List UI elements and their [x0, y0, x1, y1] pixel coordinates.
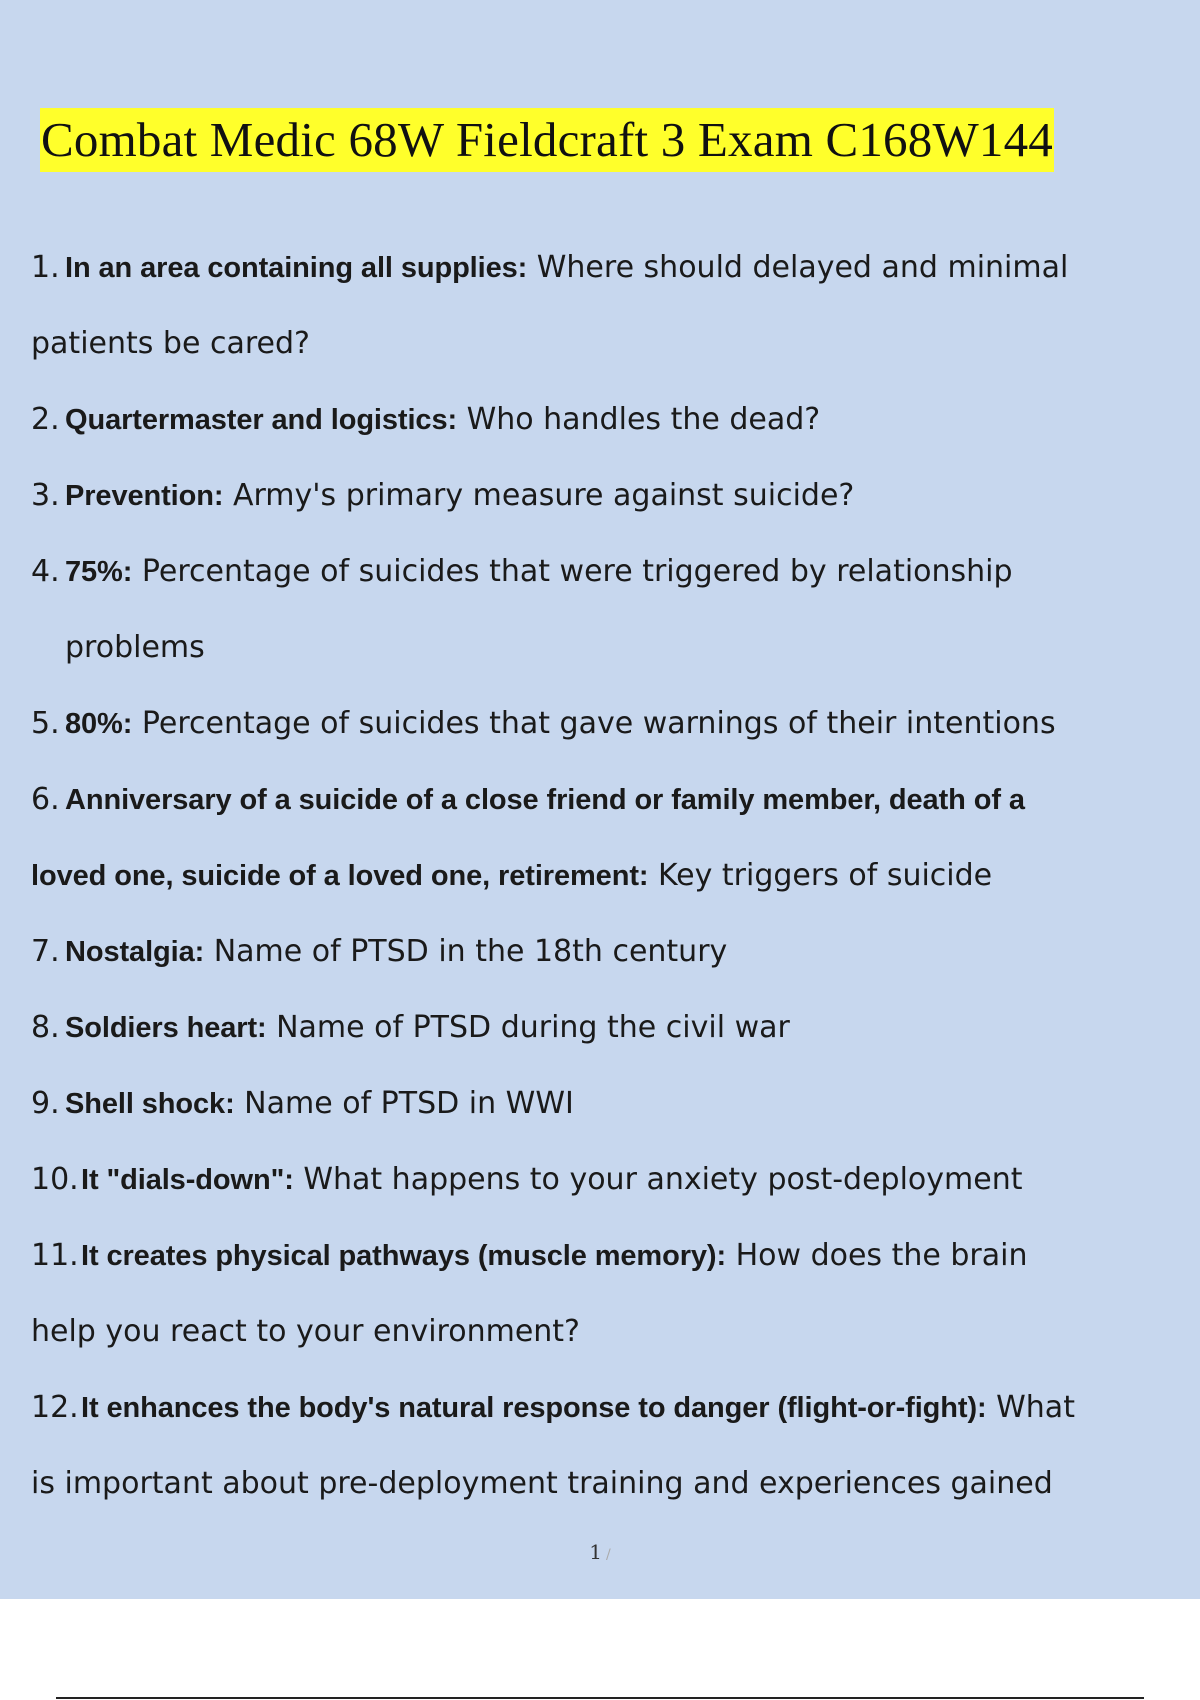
- item-question: Name of PTSD in WWI: [234, 1086, 574, 1121]
- list-item: [31, 1370, 1196, 1522]
- item-answer: Quartermaster and logistics:: [65, 404, 458, 436]
- list-item: [31, 1218, 1196, 1370]
- item-answer: It creates physical pathways (muscle memory):: [81, 1240, 727, 1272]
- list-item: [31, 534, 1196, 686]
- list-item: [31, 686, 1196, 762]
- item-question-continued: problems: [65, 630, 205, 665]
- item-question: How does the brain: [726, 1238, 1028, 1273]
- item-question-continued: patients be cared?: [31, 326, 310, 361]
- item-question-continued: help you react to your environment?: [31, 1314, 580, 1349]
- item-question: What: [986, 1390, 1075, 1425]
- item-answer: 75%:: [65, 556, 133, 588]
- item-answer: Prevention:: [65, 480, 224, 512]
- item-answer: Shell shock:: [65, 1088, 235, 1120]
- list-item: [31, 914, 1196, 990]
- item-question: Army's primary measure against suicide?: [223, 478, 855, 513]
- item-number: 4.: [31, 554, 60, 589]
- item-answer: Nostalgia:: [65, 936, 205, 968]
- item-question: Key triggers of suicide: [648, 858, 993, 893]
- list-item: [31, 1142, 1196, 1218]
- list-item: [31, 1066, 1196, 1142]
- list-item: [31, 762, 1196, 914]
- item-question: Name of PTSD in the 18th century: [204, 934, 728, 969]
- item-number: 8.: [31, 1010, 60, 1045]
- list-item: [31, 230, 1196, 382]
- item-number: 5.: [31, 706, 60, 741]
- item-answer: It "dials-down":: [81, 1164, 294, 1196]
- item-number: 2.: [31, 402, 60, 437]
- item-question-continued: is important about pre-deployment training and experiences gained: [31, 1466, 1053, 1501]
- page-number: [0, 1540, 1200, 1564]
- page-number-value: 1: [589, 1540, 602, 1564]
- page-number-separator: /: [606, 1547, 611, 1563]
- item-answer: Anniversary of a suicide of a close friend or family member, death of a: [65, 784, 1025, 816]
- item-number: 9.: [31, 1086, 60, 1121]
- item-number: 7.: [31, 934, 60, 969]
- item-number: 12.: [31, 1390, 79, 1425]
- item-question: Percentage of suicides that were triggered by relationship: [132, 554, 1013, 589]
- item-answer-continued: loved one, suicide of a loved one, retirement:: [31, 860, 649, 892]
- list-item: [31, 458, 1196, 534]
- flashcard-list: [31, 230, 1196, 1522]
- item-question: Percentage of suicides that gave warnings of their intentions: [132, 706, 1056, 741]
- item-number: 11.: [31, 1238, 79, 1273]
- item-number: 1.: [31, 250, 60, 285]
- item-answer: In an area containing all supplies:: [65, 252, 528, 284]
- list-item: [31, 382, 1196, 458]
- footer-divider: [56, 1697, 1144, 1699]
- title-container: [40, 108, 1200, 172]
- item-question: Name of PTSD during the civil war: [266, 1010, 790, 1045]
- item-question: Where should delayed and minimal: [527, 250, 1069, 285]
- item-answer: 80%:: [65, 708, 133, 740]
- item-answer: Soldiers heart:: [65, 1012, 267, 1044]
- item-question: What happens to your anxiety post-deployment: [293, 1162, 1023, 1197]
- item-question: Who handles the dead?: [457, 402, 821, 437]
- list-item: [31, 990, 1196, 1066]
- item-number: 6.: [31, 782, 60, 817]
- item-number: 10.: [31, 1162, 79, 1197]
- item-answer: It enhances the body's natural response to danger (flight-or-fight):: [81, 1392, 987, 1424]
- document-title: Combat Medic 68W Fieldcraft 3 Exam C168W144: [40, 108, 1054, 172]
- item-number: 3.: [31, 478, 60, 513]
